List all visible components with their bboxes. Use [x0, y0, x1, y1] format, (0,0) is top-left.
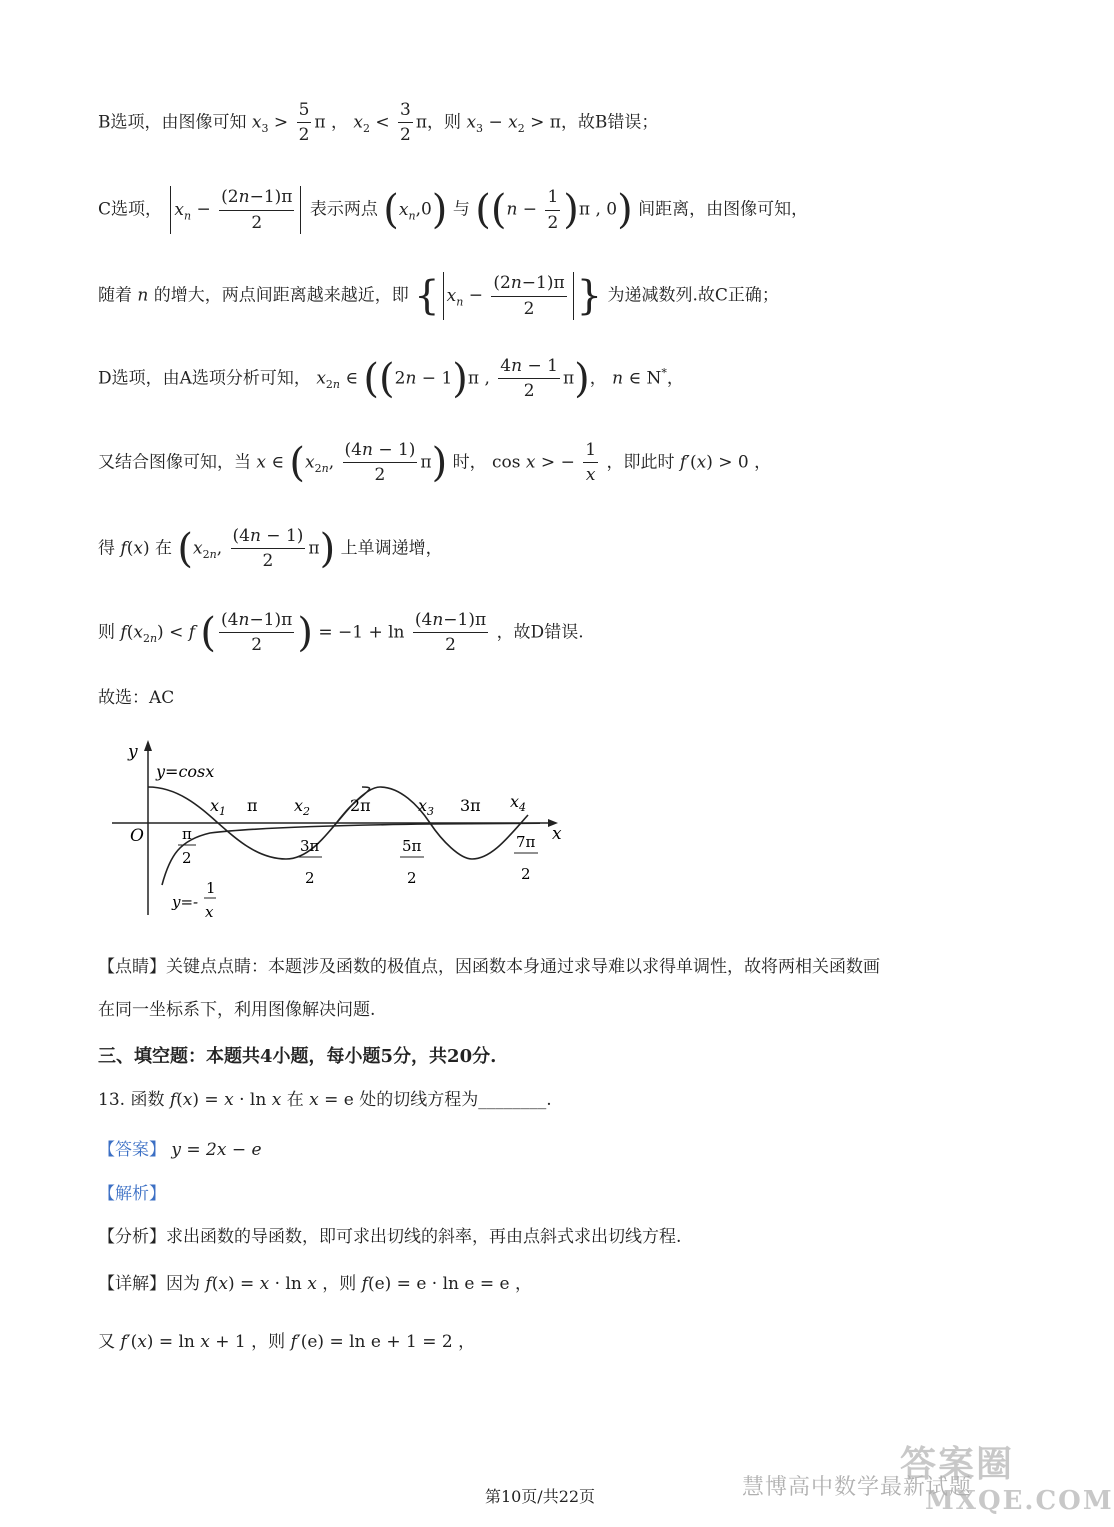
- svg-text:2: 2: [521, 865, 531, 883]
- fenxi-line: 【分析】求出函数的导函数，即可求出切线的斜率，再由点斜式求出切线方程.: [98, 1227, 682, 1247]
- svg-text:2: 2: [182, 849, 192, 867]
- tick-pi: π: [247, 796, 258, 815]
- choose-answer: 故选：AC: [98, 688, 175, 708]
- page-footer: 第10页/共22页: [484, 1487, 596, 1506]
- svg-text:3π: 3π: [300, 837, 320, 855]
- y-axis-arrow: [144, 740, 152, 751]
- analysis-label: 【解析】: [98, 1184, 166, 1204]
- reciprocal-num: 1: [206, 879, 216, 897]
- tick-x1: $x_1$: [210, 796, 227, 818]
- answer-value: y = 2x − e: [171, 1140, 262, 1160]
- option-d-line-3: 得 f(x) 在 ($x_{2n}$, $\frac{(4n - 1)}{2}$ π) 上单调递增，: [98, 525, 443, 572]
- svg-text:2: 2: [407, 869, 417, 887]
- watermark-logo-bottom: MXQE.COM: [925, 1486, 1114, 1516]
- option-d-line-2: 又结合图像可知，当 x ∈ ($x_{2n}$, $\frac{(4n - 1)}{2}$ π) 时， cos x > − $\frac{1}{x}$ ，即此时 f′(x) > 0 ，: [98, 439, 772, 486]
- option-d-line-4: 则 $f(x_{2n}) < f$ ( $\frac{(4n-1)\pi}{2}$ ) = −1 + ln $\frac{(4n-1)\pi}{2}$ ，故D错误.: [98, 609, 584, 656]
- tick-x2: $x_2$: [294, 796, 311, 818]
- answer-label: 【答案】: [98, 1140, 166, 1160]
- reciprocal-den: x: [205, 903, 214, 921]
- option-c-line: C选项， $x_n$ − $\frac{(2n-1)\pi}{2}$ 表示两点 $(x_n,0)$ 与 ((n − $\frac{1}{2}$ )π , 0) 间距离，由图像可知，: [98, 187, 809, 233]
- option-c-line-2: 随着 n 的增大，两点间距离越来越近，即 { $x_n$ − $\frac{(2n-1)\pi}{2}$ } 为递减数列.故C正确；: [98, 273, 779, 319]
- tick-5pi-over-2: [400, 837, 424, 887]
- tick-x3: $x_3$: [418, 796, 435, 818]
- tick-3pi-over-2: [298, 837, 322, 887]
- x-axis-label: x: [552, 824, 562, 844]
- watermark-logo-top: 答案圈: [900, 1443, 1015, 1485]
- svg-text:2: 2: [305, 869, 315, 887]
- svg-text:5π: 5π: [402, 837, 422, 855]
- svg-text:7π: 7π: [516, 833, 536, 851]
- tick-2pi: 2π: [350, 796, 371, 815]
- option-b-intro: B选项，由图像可知: [98, 112, 247, 133]
- you-line: 又 f′(x) = ln x + 1 ，则 f′(e) = ln e + 1 = 2 ，: [98, 1332, 476, 1352]
- option-c-intro: C选项，: [98, 199, 163, 220]
- section-heading: 三、填空题：本题共4小题，每小题5分，共20分.: [98, 1046, 497, 1067]
- option-d-line: D选项，由A选项分析可知， $x_{2n}$ ∈ ((2n − 1)π , $\frac{4n - 1}{2}$ π)， n ∈ N*，: [98, 355, 684, 402]
- dianjing-line-2: 在同一坐标系下，利用图像解决问题.: [98, 1000, 376, 1020]
- tick-7pi-over-2: [514, 833, 538, 883]
- answer-line: [98, 1140, 1020, 1160]
- reciprocal-curve-label: y=-: [172, 893, 199, 911]
- dianjing-line-1: 【点睛】关键点点睛：本题涉及函数的极值点，因函数本身通过求导难以求得单调性，故将两相关函数画: [98, 957, 880, 977]
- svg-text:π: π: [182, 825, 192, 843]
- cos-graph: [100, 735, 580, 925]
- option-b-line: B选项，由图像可知 $x_3$ > $\frac{5}{2}$ π ， $x_2$ < $\frac{3}{2}$ π，则 $x_3 - x_2 > \pi$，故B错误；: [98, 100, 659, 146]
- cos-curve-label: y=cosx: [156, 762, 215, 781]
- reciprocal-curve: [162, 823, 540, 885]
- tick-3pi: 3π: [460, 796, 481, 815]
- watermark: 慧博高中数学最新试题: [742, 1475, 973, 1500]
- xiangjie-line: 【详解】因为 f(x) = x · ln x ，则 f(e) = e · ln e = e ，: [98, 1274, 532, 1294]
- question-13: 13. 函数 f(x) = x · ln x 在 x = e 处的切线方程为________.: [98, 1090, 552, 1110]
- y-axis-label: y: [128, 742, 138, 762]
- origin-label: O: [130, 826, 144, 846]
- tick-x4: $x_4$: [510, 792, 527, 814]
- tick-pi-over-2: [178, 825, 196, 867]
